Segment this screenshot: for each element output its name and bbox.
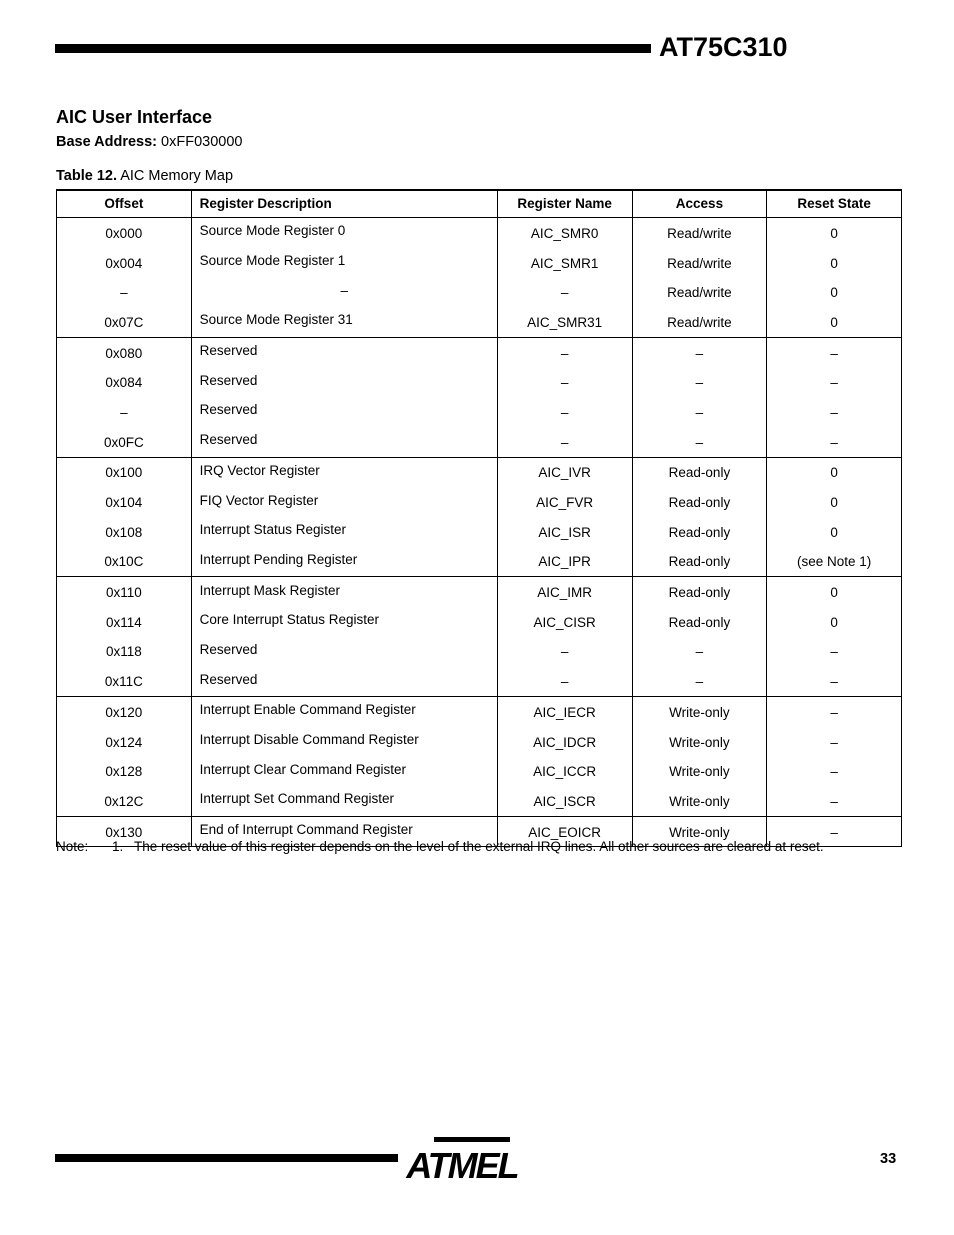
note-number: 1. <box>112 839 124 854</box>
document-title: AT75C310 <box>659 32 788 62</box>
cell-value: AIC_IECR <box>533 704 596 720</box>
cell-value: Read-only <box>668 585 731 601</box>
cell-value: Interrupt Mask Register <box>199 582 340 598</box>
cell-value: Read-only <box>668 614 731 630</box>
section-title: AIC User Interface <box>56 107 213 127</box>
cell-reset-state <box>767 337 902 457</box>
cell-register-name <box>497 577 632 697</box>
cell-register-name <box>497 218 632 338</box>
table-caption <box>56 166 233 186</box>
cell-value: – <box>560 434 569 450</box>
logo-wordmark: ATMEL <box>406 1145 518 1186</box>
cell-access <box>632 577 767 697</box>
cell-value: (see Note 1) <box>797 554 872 570</box>
cell-value: – <box>695 674 704 690</box>
cell-value: – <box>560 375 569 391</box>
cell-value: 0x104 <box>105 495 143 511</box>
footer-rule <box>55 1154 398 1162</box>
cell-value: AIC_SMR1 <box>530 255 599 271</box>
cell-value: 0 <box>830 225 838 241</box>
table-caption-text: AIC Memory Map <box>120 168 234 184</box>
cell-description <box>191 697 497 817</box>
cell-value: 0 <box>830 495 838 511</box>
cell-value: 0 <box>830 285 838 301</box>
column-header-access: Access <box>632 190 767 218</box>
cell-description <box>191 577 497 697</box>
cell-reset-state <box>767 218 902 338</box>
cell-register-name <box>497 337 632 457</box>
cell-value: 0x114 <box>105 614 142 630</box>
cell-value: 0 <box>830 255 838 271</box>
cell-value: 0x130 <box>105 824 143 840</box>
table-row-group <box>57 337 902 457</box>
cell-value: – <box>695 404 704 420</box>
cell-value: 0x108 <box>105 524 143 540</box>
base-address-label: Base Address: <box>56 134 158 150</box>
header-rule <box>55 44 651 53</box>
cell-value: – <box>830 734 838 750</box>
cell-description <box>191 457 497 577</box>
cell-offset <box>57 337 192 457</box>
cell-value: AIC_IPR <box>538 554 591 570</box>
cell-reset-state <box>767 697 902 817</box>
cell-value: AIC_ISCR <box>533 793 596 809</box>
page-number: 33 <box>880 1151 897 1167</box>
cell-value: – <box>830 793 838 809</box>
cell-value: – <box>560 644 569 660</box>
cell-value: 0x110 <box>105 585 142 601</box>
cell-value: AIC_EOICR <box>528 824 602 840</box>
cell-value: Read-only <box>668 495 731 511</box>
cell-value: 0x084 <box>105 375 143 391</box>
cell-value: 0 <box>830 524 838 540</box>
cell-value: Reserved <box>199 671 258 687</box>
cell-value: AIC_IMR <box>537 585 593 601</box>
cell-value: Read/write <box>667 285 732 301</box>
cell-value: 0 <box>830 465 838 481</box>
table-caption-number: Table 12. <box>56 168 117 184</box>
cell-value: 0x0FC <box>103 434 144 450</box>
cell-value: – <box>830 345 838 361</box>
base-address <box>56 132 242 152</box>
cell-value: – <box>695 644 704 660</box>
cell-value: IRQ Vector Register <box>199 462 320 478</box>
cell-value: – <box>830 375 838 391</box>
cell-value: AIC_FVR <box>536 495 594 511</box>
cell-value: Read-only <box>668 524 731 540</box>
cell-value: Read/write <box>667 225 732 241</box>
cell-register-name <box>497 697 632 817</box>
cell-value: Read/write <box>667 314 732 330</box>
cell-value: Reserved <box>199 343 258 359</box>
cell-value: Interrupt Pending Register <box>199 551 358 567</box>
cell-value: Reserved <box>199 641 258 657</box>
cell-description <box>191 218 497 338</box>
cell-value: AIC_ISR <box>538 524 591 540</box>
cell-value: Interrupt Set Command Register <box>199 791 394 807</box>
cell-value: 0x118 <box>105 644 142 660</box>
cell-value: Interrupt Enable Command Register <box>199 702 416 718</box>
cell-offset <box>57 697 192 817</box>
cell-value: – <box>695 434 704 450</box>
cell-value: Reserved <box>199 372 258 388</box>
cell-value: Reserved <box>199 402 258 418</box>
cell-offset <box>57 457 192 577</box>
cell-value: – <box>560 345 569 361</box>
cell-value: – <box>120 404 128 420</box>
cell-access <box>632 218 767 338</box>
memory-map-table <box>56 189 902 847</box>
cell-value: Write-only <box>669 824 730 840</box>
note-text: The reset value of this register depends on the level of the external IRQ lines. All other sources are cleared at reset. <box>134 839 824 854</box>
cell-reset-state <box>767 577 902 697</box>
cell-value: 0x12C <box>104 793 144 809</box>
table-header-row <box>57 190 902 218</box>
cell-access <box>632 457 767 577</box>
cell-value: 0x120 <box>105 704 143 720</box>
table-row-group <box>57 218 902 338</box>
cell-description <box>191 337 497 457</box>
cell-reset-state <box>767 457 902 577</box>
cell-value: – <box>830 824 838 840</box>
cell-value: Interrupt Disable Command Register <box>199 732 419 748</box>
cell-value: 0x07C <box>104 314 144 330</box>
table-note <box>56 838 824 856</box>
cell-value: – <box>830 434 838 450</box>
table-row-group <box>57 457 902 577</box>
cell-access <box>632 337 767 457</box>
cell-value: – <box>830 704 838 720</box>
cell-value: 0 <box>830 314 838 330</box>
cell-value: 0x080 <box>105 345 143 361</box>
cell-value: Source Mode Register 0 <box>199 223 346 239</box>
cell-value: Interrupt Status Register <box>199 522 346 538</box>
cell-value: 0x11C <box>104 674 143 690</box>
cell-value: 0x100 <box>105 465 143 481</box>
cell-value: 0x124 <box>105 734 143 750</box>
cell-value: 0x128 <box>105 764 143 780</box>
cell-value: 0 <box>830 614 838 630</box>
column-header-reset-state: Reset State <box>767 190 902 218</box>
column-header-register-name: Register Name <box>497 190 632 218</box>
cell-value: – <box>695 345 704 361</box>
column-header-offset: Offset <box>57 190 192 218</box>
cell-value: – <box>695 375 704 391</box>
cell-value: AIC_SMR0 <box>530 225 599 241</box>
cell-value: AIC_ICCR <box>533 764 597 780</box>
cell-value: Read-only <box>668 554 731 570</box>
column-header-description: Register Description <box>191 190 497 218</box>
cell-value: Read-only <box>668 465 731 481</box>
cell-offset <box>57 577 192 697</box>
cell-value: – <box>830 404 838 420</box>
cell-value: – <box>830 674 838 690</box>
cell-value: AIC_IVR <box>538 465 591 481</box>
cell-value: Write-only <box>669 793 730 809</box>
cell-value: – <box>340 282 348 298</box>
cell-value: Write-only <box>669 704 730 720</box>
cell-value: End of Interrupt Command Register <box>199 822 413 838</box>
atmel-logo <box>406 1136 518 1186</box>
cell-register-name <box>497 457 632 577</box>
cell-value: Reserved <box>199 432 258 448</box>
cell-value: 0x004 <box>105 255 143 271</box>
table-row-group <box>57 577 902 697</box>
cell-value: – <box>560 674 569 690</box>
cell-value: Core Interrupt Status Register <box>199 612 379 628</box>
cell-value: AIC_IDCR <box>533 734 597 750</box>
note-label: Note: <box>56 839 89 854</box>
cell-value: 0x000 <box>105 225 143 241</box>
cell-value: Interrupt Clear Command Register <box>199 761 406 777</box>
cell-value: Source Mode Register 31 <box>199 312 353 328</box>
table-row-group <box>57 697 902 817</box>
cell-value: – <box>120 285 128 301</box>
cell-value: Write-only <box>669 764 730 780</box>
cell-value: Write-only <box>669 734 730 750</box>
cell-value: Read/write <box>667 255 732 271</box>
cell-value: Source Mode Register 1 <box>199 253 346 269</box>
cell-value: AIC_SMR31 <box>527 314 603 330</box>
cell-value: AIC_CISR <box>533 614 596 630</box>
cell-value: – <box>560 404 569 420</box>
base-address-value: 0xFF030000 <box>161 134 243 150</box>
cell-value: – <box>830 764 838 780</box>
cell-value: 0 <box>830 585 838 601</box>
cell-value: – <box>830 644 838 660</box>
cell-value: FIQ Vector Register <box>199 492 319 508</box>
cell-value: 0x10C <box>104 554 144 570</box>
cell-value: – <box>560 285 569 301</box>
cell-offset <box>57 218 192 338</box>
cell-access <box>632 697 767 817</box>
